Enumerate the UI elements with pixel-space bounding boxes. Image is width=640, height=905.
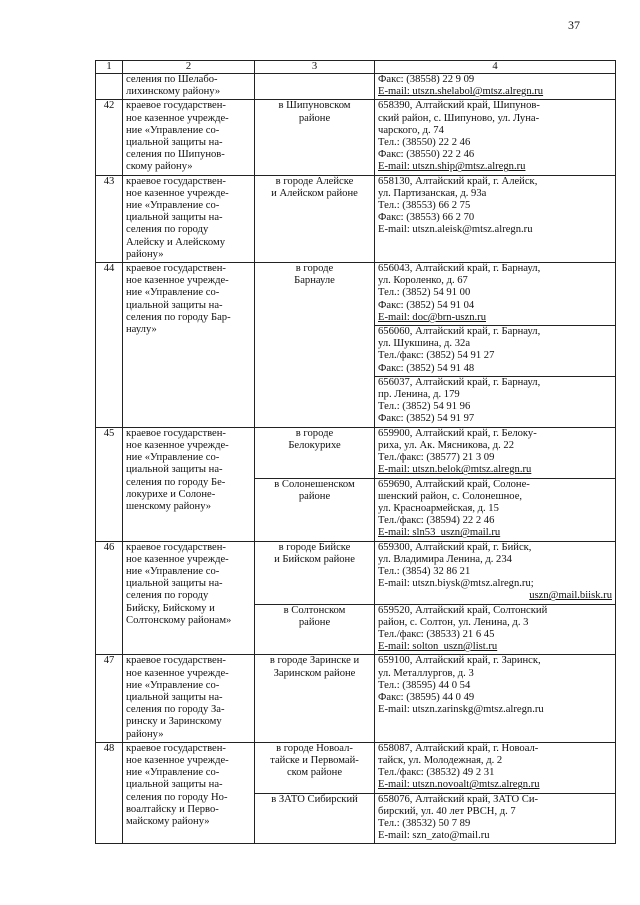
contact-details: 658390, Алтайский край, Шипунов- ский район, с. Шипуново, ул. Луна- чарского, д. 74 Тел.: (38550) 22 2 46 Факс: (38550) 22 2 46 E-mail: utszn.ship@mtsz.alregn.ru: [375, 100, 616, 175]
service-area: в городе Бийске и Бийском районе: [255, 541, 375, 604]
institution-name: краевое государствен- ное казенное учрежде- ние «Управление со- циальной защиты на- селения по городу Бе- локурихе и Солоне- шенскому району»: [123, 427, 255, 541]
institution-name: краевое государствен- ное казенное учрежде- ние «Управление со- циальной защиты на- селения по городу Бийску, Бийскому и Солтонскому районам»: [123, 541, 255, 655]
service-area: в городе Белокурихе: [255, 427, 375, 478]
service-area: в городе Заринске и Заринском районе: [255, 655, 375, 742]
contact-details: 659900, Алтайский край, г. Белоку- риха, ул. Ак. Мясникова, д. 22 Тел./факс: (38577) 21 3 09 E-mail: utszn.belok@mtsz.alregn.ru: [375, 427, 616, 478]
service-area: в городе Алейске и Алейском районе: [255, 175, 375, 262]
service-area: в Шипуновском районе: [255, 100, 375, 175]
institution-name: селения по Шелабо- лихинскому району»: [123, 74, 255, 100]
row-number: 42: [96, 100, 123, 175]
table-row: [96, 541, 616, 604]
contact-details: 659520, Алтайский край, Солтонский район, с. Солтон, ул. Ленина, д. 3 Тел./факс: (38533) 21 6 45 E-mail: solton_uszn@list.ru: [375, 604, 616, 655]
table-row: [96, 100, 616, 175]
row-number: 44: [96, 263, 123, 428]
contact-details: 659690, Алтайский край, Солоне- шенский район, с. Солонешное, ул. Красноармейская, д. 15 Тел./факс: (38594) 22 2 46 E-mail: sln53_uszn@mail.ru: [375, 478, 616, 541]
column-header: 3: [255, 61, 375, 74]
service-area: в ЗАТО Сибирский: [255, 793, 375, 844]
contact-details: 658130, Алтайский край, г. Алейск, ул. Партизанская, д. 93а Тел.: (38553) 66 2 75 Факс: (38553) 66 2 70 E-mail: utszn.aleisk@mtsz.alregn.ru: [375, 175, 616, 262]
row-number: 46: [96, 541, 123, 655]
contact-details: 659100, Алтайский край, г. Заринск, ул. Металлургов, д. 3 Тел.: (38595) 44 0 54 Факс: (38595) 44 0 49 E-mail: utszn.zarinskg@mtsz.alregn.ru: [375, 655, 616, 742]
table-row: [96, 427, 616, 478]
contact-details: Факс: (38558) 22 9 09 E-mail: utszn.shelabol@mtsz.alregn.ru: [375, 74, 616, 100]
service-area: в городе Новоал- тайске и Первомай- ском районе: [255, 742, 375, 793]
row-number: 43: [96, 175, 123, 262]
table-row: [96, 742, 616, 793]
institution-name: краевое государствен- ное казенное учрежде- ние «Управление со- циальной защиты на- селения по городу Но- воалтайску и Перво- майскому району»: [123, 742, 255, 844]
table-row: [96, 175, 616, 262]
service-area: в городе Барнауле: [255, 263, 375, 428]
service-area: [255, 74, 375, 100]
contact-details: 658076, Алтайский край, ЗАТО Си- бирский, ул. 40 лет РВСН, д. 7 Тел.: (38532) 50 7 89 E-mail: szn_zato@mail.ru: [375, 793, 616, 844]
contact-details: 656060, Алтайский край, г. Барнаул, ул. Шукшина, д. 32а Тел./факс: (3852) 54 91 27 Факс: (3852) 54 91 48: [375, 326, 616, 377]
row-number: 47: [96, 655, 123, 742]
service-area: в Солтонском районе: [255, 604, 375, 655]
column-header: 4: [375, 61, 616, 74]
institution-name: краевое государствен- ное казенное учрежде- ние «Управление со- циальной защиты на- селения по городу Бар- наулу»: [123, 263, 255, 428]
table-header-row: [96, 61, 616, 74]
table-row: [96, 263, 616, 326]
column-header: 2: [123, 61, 255, 74]
contact-details: 656037, Алтайский край, г. Барнаул, пр. Ленина, д. 179 Тел.: (3852) 54 91 96 Факс: (3852) 54 91 97: [375, 376, 616, 427]
institutions-table: [95, 60, 616, 844]
contact-details: 656043, Алтайский край, г. Барнаул, ул. Короленко, д. 67 Тел.: (3852) 54 91 00 Факс: (3852) 54 91 04 E-mail: doc@brn-uszn.ru: [375, 263, 616, 326]
row-number: [96, 74, 123, 100]
contact-details: 659300, Алтайский край, г. Бийск, ул. Владимира Ленина, д. 234 Тел.: (3854) 32 86 21 E-mail: utszn.biysk@mtsz.alregn.ru; uszn@mail.biisk.ru: [375, 541, 616, 604]
page-number: 37: [568, 18, 580, 32]
contact-details: 658087, Алтайский край, г. Новоал- тайск, ул. Молодежная, д. 2 Тел./факс: (38532) 49 2 31 E-mail: utszn.novoalt@mtsz.alregn.ru: [375, 742, 616, 793]
row-number: 48: [96, 742, 123, 844]
table-row: [96, 655, 616, 742]
table-row: [96, 74, 616, 100]
institution-name: краевое государствен- ное казенное учрежде- ние «Управление со- циальной защиты на- селения по городу За- ринску и Заринскому району»: [123, 655, 255, 742]
institution-name: краевое государствен- ное казенное учрежде- ние «Управление со- циальной защиты на- селения по городу Алейску и Алейскому району»: [123, 175, 255, 262]
row-number: 45: [96, 427, 123, 541]
institution-name: краевое государствен- ное казенное учрежде- ние «Управление со- циальной защиты на- селения по Шипунов- скому району»: [123, 100, 255, 175]
column-header: 1: [96, 61, 123, 74]
service-area: в Солонешенском районе: [255, 478, 375, 541]
